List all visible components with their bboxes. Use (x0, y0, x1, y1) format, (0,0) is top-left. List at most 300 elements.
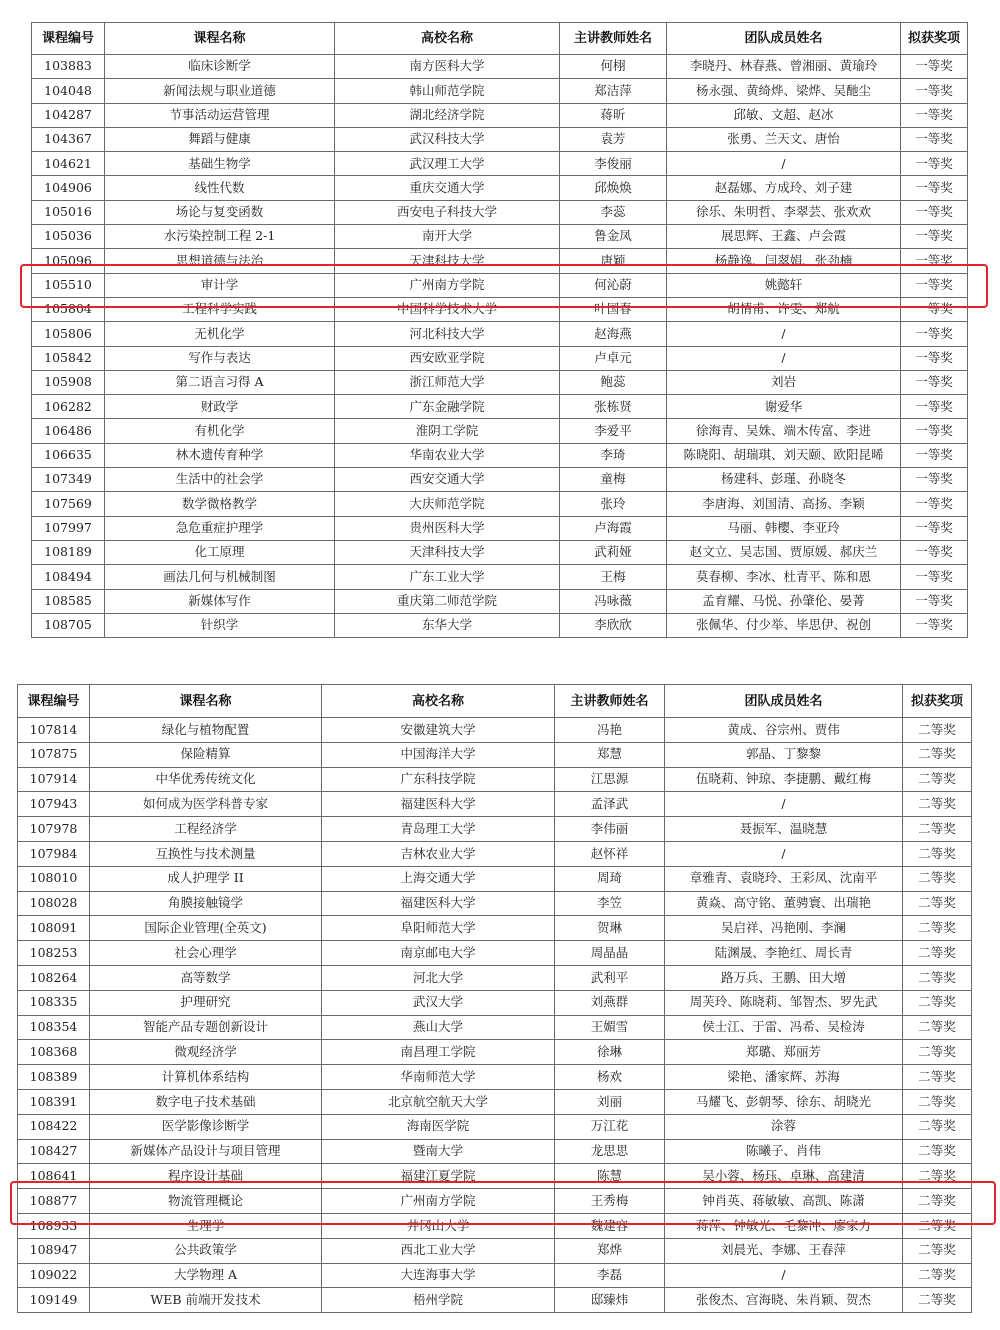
course-id-cell: 109149 (18, 1288, 90, 1313)
course-name-cell: 大学物理 A (90, 1263, 322, 1288)
course-name-cell: 社会心理学 (90, 941, 322, 966)
course-id-cell: 106486 (32, 419, 105, 443)
table-row (32, 55, 968, 79)
university-cell: 西安交通大学 (335, 468, 560, 492)
table-row (18, 916, 972, 941)
table-row (32, 516, 968, 540)
university-cell: 东华大学 (335, 613, 560, 637)
table-row (18, 1213, 972, 1238)
course-name-cell: 中华优秀传统文化 (90, 767, 322, 792)
award-cell: 二等奖 (903, 1164, 972, 1189)
course-name-cell: 节事活动运营管理 (105, 103, 335, 127)
lead-teacher-cell: 贺琳 (555, 916, 665, 941)
team-members-cell: / (667, 152, 901, 176)
university-cell: 广东科技学院 (322, 767, 555, 792)
lead-teacher-cell: 卢海霞 (560, 516, 667, 540)
course-id-cell: 105908 (32, 370, 105, 394)
course-name-cell: 护理研究 (90, 990, 322, 1015)
table-row (32, 273, 968, 297)
table-row (32, 370, 968, 394)
university-cell: 福建医科大学 (322, 891, 555, 916)
table-row (32, 468, 968, 492)
team-members-cell: 邱敏、文超、赵冰 (667, 103, 901, 127)
university-cell: 中国科学技术大学 (335, 297, 560, 321)
header-lead-teacher: 主讲教师姓名 (555, 685, 665, 718)
team-members-cell: 路万兵、王鹏、田大增 (665, 965, 903, 990)
table-row (32, 419, 968, 443)
award-cell: 一等奖 (901, 589, 968, 613)
university-cell: 西北工业大学 (322, 1238, 555, 1263)
course-id-cell: 105096 (32, 249, 105, 273)
lead-teacher-cell: 鲁金凤 (560, 225, 667, 249)
lead-teacher-cell: 卢卓元 (560, 346, 667, 370)
team-members-cell: 孟育耀、马悦、孙肇伦、晏菁 (667, 589, 901, 613)
university-cell: 武汉科技大学 (335, 127, 560, 151)
team-members-cell: 刘晨光、李娜、王春萍 (665, 1238, 903, 1263)
course-id-cell: 108368 (18, 1040, 90, 1065)
course-id-cell: 107914 (18, 767, 90, 792)
course-name-cell: 保险精算 (90, 742, 322, 767)
award-cell: 二等奖 (903, 841, 972, 866)
team-members-cell: 赵磊娜、方成玲、刘子建 (667, 176, 901, 200)
team-members-cell: 李晓丹、林春燕、曾湘丽、黄瑜玲 (667, 55, 901, 79)
award-table-second-prize (17, 684, 972, 1313)
course-name-cell: 无机化学 (105, 322, 335, 346)
team-members-cell: 谢爱华 (667, 395, 901, 419)
table-row (32, 565, 968, 589)
course-id-cell: 108947 (18, 1238, 90, 1263)
university-cell: 安徽建筑大学 (322, 718, 555, 743)
team-members-cell: / (665, 1263, 903, 1288)
course-id-cell: 105806 (32, 322, 105, 346)
course-name-cell: 写作与表达 (105, 346, 335, 370)
course-name-cell: 基础生物学 (105, 152, 335, 176)
course-id-cell: 108264 (18, 965, 90, 990)
award-cell: 二等奖 (903, 1189, 972, 1214)
course-id-cell: 105036 (32, 225, 105, 249)
award-cell: 二等奖 (903, 916, 972, 941)
team-members-cell: 胡情甫、许雯、郑航 (667, 297, 901, 321)
team-members-cell: 赵文立、吴志国、贾原媛、郝庆兰 (667, 540, 901, 564)
university-cell: 广东工业大学 (335, 565, 560, 589)
lead-teacher-cell: 李俊丽 (560, 152, 667, 176)
university-cell: 华南师范大学 (322, 1065, 555, 1090)
course-name-cell: WEB 前端开发技术 (90, 1288, 322, 1313)
team-members-cell: 郑璐、郑丽芳 (665, 1040, 903, 1065)
table-row (32, 79, 968, 103)
university-cell: 武汉大学 (322, 990, 555, 1015)
course-id-cell: 104287 (32, 103, 105, 127)
course-name-cell: 国际企业管理(全英文) (90, 916, 322, 941)
lead-teacher-cell: 张栋贤 (560, 395, 667, 419)
award-cell: 二等奖 (903, 792, 972, 817)
university-cell: 韩山师范学院 (335, 79, 560, 103)
course-name-cell: 高等数学 (90, 965, 322, 990)
university-cell: 上海交通大学 (322, 866, 555, 891)
team-members-cell: 聂振军、温晓慧 (665, 817, 903, 842)
lead-teacher-cell: 张玲 (560, 492, 667, 516)
table-row (18, 1288, 972, 1313)
course-id-cell: 108389 (18, 1065, 90, 1090)
university-cell: 重庆交通大学 (335, 176, 560, 200)
team-members-cell: 侯士江、于雷、冯希、吴检涛 (665, 1015, 903, 1040)
award-cell: 二等奖 (903, 1139, 972, 1164)
university-cell: 广州南方学院 (335, 273, 560, 297)
course-id-cell: 105842 (32, 346, 105, 370)
table-header-row (18, 685, 972, 718)
table-row (18, 1114, 972, 1139)
award-cell: 一等奖 (901, 79, 968, 103)
course-id-cell: 107978 (18, 817, 90, 842)
course-id-cell: 104367 (32, 127, 105, 151)
table-row (18, 792, 972, 817)
course-name-cell: 绿化与植物配置 (90, 718, 322, 743)
course-id-cell: 108091 (18, 916, 90, 941)
course-id-cell: 105804 (32, 297, 105, 321)
course-name-cell: 医学影像诊断学 (90, 1114, 322, 1139)
header-lead-teacher: 主讲教师姓名 (560, 23, 667, 55)
team-members-cell: 李唐海、刘国清、高扬、李颖 (667, 492, 901, 516)
team-members-cell: 涂蓉 (665, 1114, 903, 1139)
course-id-cell: 107984 (18, 841, 90, 866)
lead-teacher-cell: 邸臻炜 (555, 1288, 665, 1313)
lead-teacher-cell: 江思源 (555, 767, 665, 792)
table-row (18, 1065, 972, 1090)
table-row (32, 152, 968, 176)
team-members-cell: 马耀飞、彭朝琴、徐东、胡晓光 (665, 1089, 903, 1114)
lead-teacher-cell: 鲍蕊 (560, 370, 667, 394)
table-row (18, 1139, 972, 1164)
table-row (18, 1263, 972, 1288)
university-cell: 天津科技大学 (335, 540, 560, 564)
table-row (18, 990, 972, 1015)
table-row (32, 297, 968, 321)
course-id-cell: 107875 (18, 742, 90, 767)
award-cell: 二等奖 (903, 718, 972, 743)
course-id-cell: 108354 (18, 1015, 90, 1040)
lead-teacher-cell: 武利平 (555, 965, 665, 990)
table-row (18, 965, 972, 990)
lead-teacher-cell: 刘丽 (555, 1089, 665, 1114)
university-cell: 南京邮电大学 (322, 941, 555, 966)
course-id-cell: 107349 (32, 468, 105, 492)
team-members-cell: 展思辉、王鑫、卢会霞 (667, 225, 901, 249)
award-cell: 一等奖 (901, 127, 968, 151)
team-members-cell: 莫春柳、李冰、杜青平、陈和恩 (667, 565, 901, 589)
course-name-cell: 新闻法规与职业道德 (105, 79, 335, 103)
lead-teacher-cell: 李爱平 (560, 419, 667, 443)
course-id-cell: 107569 (32, 492, 105, 516)
team-members-cell: 钟肖英、蒋敏敏、高凯、陈潇 (665, 1189, 903, 1214)
university-cell: 广州南方学院 (322, 1189, 555, 1214)
lead-teacher-cell: 万江花 (555, 1114, 665, 1139)
table-row (18, 767, 972, 792)
course-id-cell: 104048 (32, 79, 105, 103)
team-members-cell: 陆渊晟、李艳红、周长青 (665, 941, 903, 966)
table-row (18, 718, 972, 743)
course-id-cell: 107997 (32, 516, 105, 540)
lead-teacher-cell: 刘燕群 (555, 990, 665, 1015)
course-name-cell: 场论与复变函数 (105, 200, 335, 224)
university-cell: 大庆师范学院 (335, 492, 560, 516)
team-members-cell: 徐乐、朱明哲、李翠芸、张欢欢 (667, 200, 901, 224)
lead-teacher-cell: 魏建容 (555, 1213, 665, 1238)
course-name-cell: 线性代数 (105, 176, 335, 200)
award-cell: 一等奖 (901, 249, 968, 273)
table-row (18, 1189, 972, 1214)
course-id-cell: 108705 (32, 613, 105, 637)
course-name-cell: 林木遗传育种学 (105, 443, 335, 467)
university-cell: 广东金融学院 (335, 395, 560, 419)
lead-teacher-cell: 郑慧 (555, 742, 665, 767)
team-members-cell: 杨永强、黄绮烨、梁烨、吴酏尘 (667, 79, 901, 103)
lead-teacher-cell: 郑烨 (555, 1238, 665, 1263)
award-cell: 二等奖 (903, 941, 972, 966)
lead-teacher-cell: 郑洁萍 (560, 79, 667, 103)
team-members-cell: 徐海青、吴姝、端木传富、李进 (667, 419, 901, 443)
course-name-cell: 成人护理学 II (90, 866, 322, 891)
table-row (18, 941, 972, 966)
team-members-cell: 张勇、兰天文、唐怡 (667, 127, 901, 151)
lead-teacher-cell: 袁芳 (560, 127, 667, 151)
lead-teacher-cell: 冯咏薇 (560, 589, 667, 613)
table-row (32, 492, 968, 516)
award-cell: 二等奖 (903, 1114, 972, 1139)
university-cell: 青岛理工大学 (322, 817, 555, 842)
course-name-cell: 公共政策学 (90, 1238, 322, 1263)
course-id-cell: 108028 (18, 891, 90, 916)
team-members-cell: 梁艳、潘家辉、苏海 (665, 1065, 903, 1090)
table-row (18, 1040, 972, 1065)
table-row (32, 225, 968, 249)
award-cell: 一等奖 (901, 516, 968, 540)
university-cell: 福建医科大学 (322, 792, 555, 817)
table-row (32, 200, 968, 224)
team-members-cell: 吴小蓉、杨珏、卓琳、高建清 (665, 1164, 903, 1189)
university-cell: 重庆第二师范学院 (335, 589, 560, 613)
header-award: 拟获奖项 (901, 23, 968, 55)
lead-teacher-cell: 冯艳 (555, 718, 665, 743)
lead-teacher-cell: 徐琳 (555, 1040, 665, 1065)
lead-teacher-cell: 叶国春 (560, 297, 667, 321)
course-name-cell: 新媒体产品设计与项目管理 (90, 1139, 322, 1164)
team-members-cell: 杨静逸、闫翠娟、张劲楠 (667, 249, 901, 273)
lead-teacher-cell: 李笠 (555, 891, 665, 916)
award-cell: 一等奖 (901, 152, 968, 176)
table-row (18, 742, 972, 767)
university-cell: 武汉理工大学 (335, 152, 560, 176)
team-members-cell: 陈曦子、肖伟 (665, 1139, 903, 1164)
table-row (32, 346, 968, 370)
lead-teacher-cell: 李磊 (555, 1263, 665, 1288)
lead-teacher-cell: 王秀梅 (555, 1189, 665, 1214)
course-name-cell: 如何成为医学科普专家 (90, 792, 322, 817)
course-name-cell: 画法几何与机械制图 (105, 565, 335, 589)
course-name-cell: 生活中的社会学 (105, 468, 335, 492)
university-cell: 吉林农业大学 (322, 841, 555, 866)
university-cell: 河北科技大学 (335, 322, 560, 346)
lead-teacher-cell: 李欣欣 (560, 613, 667, 637)
award-cell: 一等奖 (901, 322, 968, 346)
table-row (32, 249, 968, 273)
team-members-cell: 杨建科、彭瑾、孙晓冬 (667, 468, 901, 492)
award-cell: 一等奖 (901, 176, 968, 200)
course-name-cell: 工程科学实践 (105, 297, 335, 321)
course-id-cell: 108422 (18, 1114, 90, 1139)
course-id-cell: 104906 (32, 176, 105, 200)
course-id-cell: 108010 (18, 866, 90, 891)
course-name-cell: 工程经济学 (90, 817, 322, 842)
table-row (32, 540, 968, 564)
course-id-cell: 103883 (32, 55, 105, 79)
course-id-cell: 105016 (32, 200, 105, 224)
course-id-cell: 108933 (18, 1213, 90, 1238)
team-members-cell: 张佩华、付少举、毕思伊、祝创 (667, 613, 901, 637)
university-cell: 大连海事大学 (322, 1263, 555, 1288)
award-cell: 一等奖 (901, 55, 968, 79)
award-cell: 一等奖 (901, 297, 968, 321)
university-cell: 燕山大学 (322, 1015, 555, 1040)
team-members-cell: / (665, 841, 903, 866)
team-members-cell: 蒋萍、钟敏光、毛黎冲、廖家力 (665, 1213, 903, 1238)
course-name-cell: 针织学 (105, 613, 335, 637)
award-cell: 一等奖 (901, 565, 968, 589)
table-row (18, 1164, 972, 1189)
table-row (32, 176, 968, 200)
course-name-cell: 新媒体写作 (105, 589, 335, 613)
course-name-cell: 舞蹈与健康 (105, 127, 335, 151)
lead-teacher-cell: 龙思思 (555, 1139, 665, 1164)
course-id-cell: 108427 (18, 1139, 90, 1164)
team-members-cell: / (667, 346, 901, 370)
table-row (18, 817, 972, 842)
award-cell: 一等奖 (901, 370, 968, 394)
award-cell: 一等奖 (901, 273, 968, 297)
table-row (18, 1089, 972, 1114)
award-cell: 二等奖 (903, 965, 972, 990)
award-cell: 一等奖 (901, 492, 968, 516)
award-cell: 二等奖 (903, 891, 972, 916)
course-id-cell: 108641 (18, 1164, 90, 1189)
lead-teacher-cell: 蒋昕 (560, 103, 667, 127)
course-name-cell: 财政学 (105, 395, 335, 419)
university-cell: 南昌理工学院 (322, 1040, 555, 1065)
award-cell: 一等奖 (901, 613, 968, 637)
award-cell: 二等奖 (903, 767, 972, 792)
header-course-name: 课程名称 (105, 23, 335, 55)
course-id-cell: 104621 (32, 152, 105, 176)
university-cell: 河北大学 (322, 965, 555, 990)
table-row (32, 589, 968, 613)
course-name-cell: 程序设计基础 (90, 1164, 322, 1189)
course-id-cell: 109022 (18, 1263, 90, 1288)
award-cell: 一等奖 (901, 540, 968, 564)
header-award: 拟获奖项 (903, 685, 972, 718)
lead-teacher-cell: 何沁蔚 (560, 273, 667, 297)
lead-teacher-cell: 李琦 (560, 443, 667, 467)
award-cell: 二等奖 (903, 817, 972, 842)
lead-teacher-cell: 赵怀祥 (555, 841, 665, 866)
university-cell: 中国海洋大学 (322, 742, 555, 767)
team-members-cell: 吴启祥、冯艳刚、李澜 (665, 916, 903, 941)
award-cell: 一等奖 (901, 395, 968, 419)
university-cell: 西安电子科技大学 (335, 200, 560, 224)
team-members-cell: 周芙玲、陈晓莉、邹智杰、罗先武 (665, 990, 903, 1015)
course-name-cell: 急危重症护理学 (105, 516, 335, 540)
course-name-cell: 数字电子技术基础 (90, 1089, 322, 1114)
lead-teacher-cell: 周晶晶 (555, 941, 665, 966)
header-course-name: 课程名称 (90, 685, 322, 718)
team-members-cell: / (667, 322, 901, 346)
course-name-cell: 水污染控制工程 2-1 (105, 225, 335, 249)
lead-teacher-cell: 童梅 (560, 468, 667, 492)
table-row (18, 891, 972, 916)
course-name-cell: 数学微格教学 (105, 492, 335, 516)
lead-teacher-cell: 李蕊 (560, 200, 667, 224)
team-members-cell: 刘岩 (667, 370, 901, 394)
university-cell: 华南农业大学 (335, 443, 560, 467)
team-members-cell: 姚懿轩 (667, 273, 901, 297)
header-team-members: 团队成员姓名 (665, 685, 903, 718)
course-name-cell: 互换性与技术测量 (90, 841, 322, 866)
header-course-id: 课程编号 (18, 685, 90, 718)
table-row (32, 103, 968, 127)
table-row (32, 443, 968, 467)
course-id-cell: 108253 (18, 941, 90, 966)
university-cell: 暨南大学 (322, 1139, 555, 1164)
university-cell: 淮阴工学院 (335, 419, 560, 443)
course-id-cell: 108335 (18, 990, 90, 1015)
course-id-cell: 105510 (32, 273, 105, 297)
course-id-cell: 107943 (18, 792, 90, 817)
award-cell: 一等奖 (901, 346, 968, 370)
course-id-cell: 108494 (32, 565, 105, 589)
award-cell: 一等奖 (901, 103, 968, 127)
university-cell: 梧州学院 (322, 1288, 555, 1313)
lead-teacher-cell: 何栩 (560, 55, 667, 79)
header-university: 高校名称 (335, 23, 560, 55)
university-cell: 西安欧亚学院 (335, 346, 560, 370)
course-name-cell: 物流管理概论 (90, 1189, 322, 1214)
lead-teacher-cell: 赵海燕 (560, 322, 667, 346)
table-row (18, 1015, 972, 1040)
award-cell: 二等奖 (903, 1238, 972, 1263)
award-cell: 二等奖 (903, 1263, 972, 1288)
university-cell: 浙江师范大学 (335, 370, 560, 394)
lead-teacher-cell: 唐颖 (560, 249, 667, 273)
course-id-cell: 108391 (18, 1089, 90, 1114)
header-team-members: 团队成员姓名 (667, 23, 901, 55)
course-name-cell: 生理学 (90, 1213, 322, 1238)
table-row (18, 841, 972, 866)
course-name-cell: 有机化学 (105, 419, 335, 443)
table-header-row (32, 23, 968, 55)
team-members-cell: 黄焱、高守铭、董骋寰、出瑞艳 (665, 891, 903, 916)
university-cell: 南方医科大学 (335, 55, 560, 79)
course-name-cell: 角膜接触镜学 (90, 891, 322, 916)
award-cell: 二等奖 (903, 1089, 972, 1114)
lead-teacher-cell: 邱焕焕 (560, 176, 667, 200)
course-name-cell: 微观经济学 (90, 1040, 322, 1065)
team-members-cell: 郭晶、丁黎黎 (665, 742, 903, 767)
award-cell: 二等奖 (903, 1015, 972, 1040)
course-id-cell: 106282 (32, 395, 105, 419)
award-cell: 二等奖 (903, 866, 972, 891)
header-university: 高校名称 (322, 685, 555, 718)
team-members-cell: 张俊杰、宫海晓、朱肖颖、贺杰 (665, 1288, 903, 1313)
team-members-cell: 伍晓莉、钟琼、李捷鹏、戴红梅 (665, 767, 903, 792)
header-course-id: 课程编号 (32, 23, 105, 55)
